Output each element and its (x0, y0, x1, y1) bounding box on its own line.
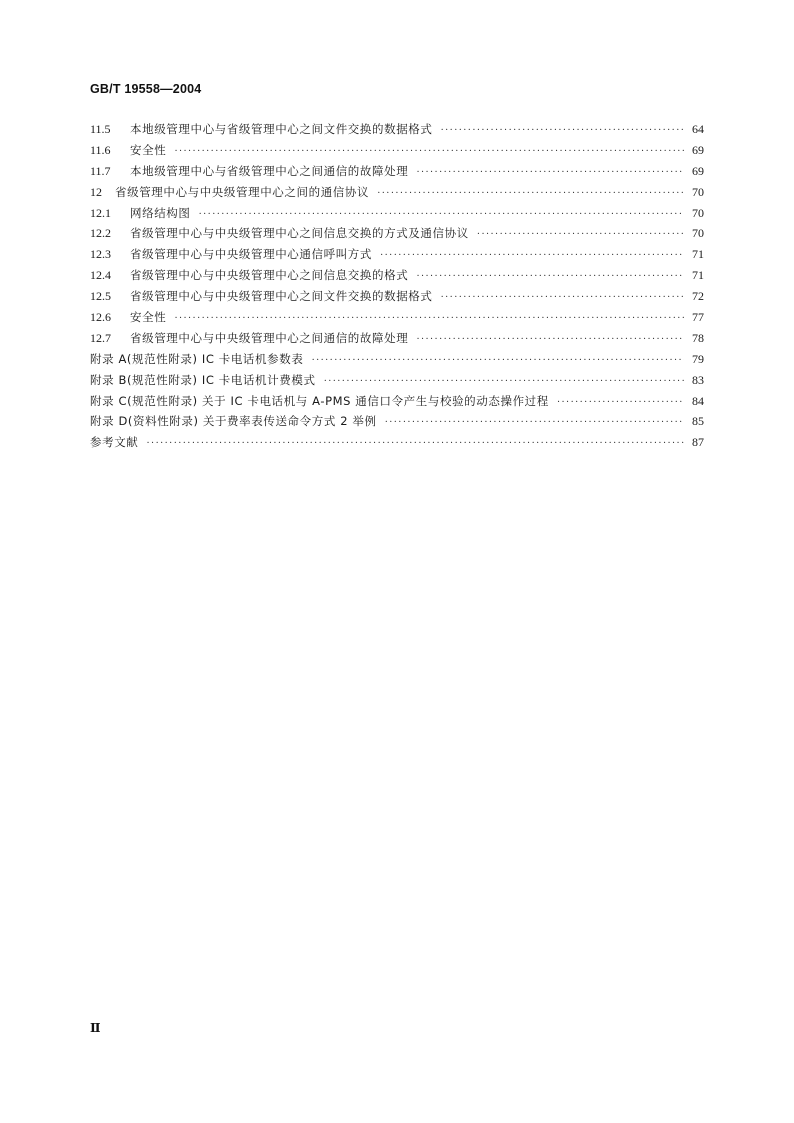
toc-entry-page: 87 (692, 435, 704, 450)
toc-entry-page: 69 (692, 163, 704, 178)
toc-entry-page: 69 (692, 142, 704, 157)
toc-entry-12-5[interactable] (90, 286, 704, 307)
toc-entry-title: 本地级管理中心与省级管理中心之间文件交换的数据格式 (130, 122, 433, 136)
table-of-contents (90, 119, 704, 453)
toc-entry-12-2[interactable] (90, 223, 704, 244)
toc-entry-12-6[interactable] (90, 307, 704, 328)
toc-entry-number: 11.7 (90, 163, 111, 178)
toc-entry-number: 12.6 (90, 310, 111, 325)
toc-entry-title: 安全性 (130, 310, 167, 325)
toc-entry-title: 省级管理中心与中央级管理中心通信呼叫方式 (130, 247, 372, 262)
toc-entry-12[interactable] (90, 182, 704, 203)
toc-entry-page: 83 (692, 372, 704, 387)
standard-code-header: GB/T 19558—2004 (90, 82, 202, 96)
toc-entry-11-6[interactable] (90, 140, 704, 161)
leader-dots (377, 184, 684, 205)
toc-entry-number: 11.5 (90, 122, 111, 136)
toc-entry-title: 附录 D(资料性附录) 关于费率表传送命令方式 2 举例 (90, 414, 377, 429)
page-number-footer: Ⅱ (90, 1021, 101, 1035)
toc-entry-page: 79 (692, 351, 704, 366)
leader-dots (441, 121, 685, 142)
leader-dots (311, 351, 684, 372)
toc-entry-page: 85 (692, 414, 704, 429)
toc-entry-appendix-d[interactable] (90, 411, 704, 432)
leader-dots (477, 225, 684, 246)
toc-entry-number: 12.5 (90, 289, 111, 304)
toc-entry-number: 12.2 (90, 226, 111, 241)
leader-dots (174, 309, 684, 330)
toc-entry-page: 64 (692, 122, 704, 136)
toc-entry-12-1[interactable] (90, 203, 704, 224)
leader-dots (380, 246, 684, 267)
leader-dots (146, 434, 684, 455)
toc-entry-12-3[interactable] (90, 244, 704, 265)
toc-entry-number: 12.3 (90, 247, 111, 262)
leader-dots (416, 163, 684, 184)
toc-entry-12-7[interactable] (90, 328, 704, 349)
toc-entry-title: 附录 B(规范性附录) IC 卡电话机计费模式 (90, 372, 316, 387)
leader-dots (557, 393, 684, 414)
toc-entry-title: 附录 A(规范性附录) IC 卡电话机参数表 (90, 351, 304, 366)
toc-entry-number: 12.4 (90, 268, 111, 283)
toc-entry-page: 77 (692, 310, 704, 325)
leader-dots (199, 205, 685, 226)
toc-entry-number: 12.1 (90, 205, 111, 220)
toc-entry-title: 本地级管理中心与省级管理中心之间通信的故障处理 (130, 163, 409, 178)
toc-entry-title: 安全性 (130, 142, 167, 157)
toc-entry-page: 78 (692, 330, 704, 345)
toc-entry-page: 72 (692, 289, 704, 304)
toc-entry-appendix-b[interactable] (90, 370, 704, 391)
toc-entry-page: 70 (692, 226, 704, 241)
toc-entry-title: 参考文献 (90, 435, 139, 450)
toc-entry-title: 省级管理中心与中央级管理中心之间的通信协议 (115, 184, 370, 199)
leader-dots (174, 142, 684, 163)
toc-entry-title: 网络结构图 (130, 205, 191, 220)
toc-entry-page: 71 (692, 247, 704, 262)
leader-dots (416, 267, 684, 288)
toc-entry-11-7[interactable] (90, 161, 704, 182)
toc-entry-12-4[interactable] (90, 265, 704, 286)
toc-entry-title: 省级管理中心与中央级管理中心之间信息交换的方式及通信协议 (130, 226, 469, 241)
toc-entry-number: 12.7 (90, 330, 111, 345)
toc-entry-title: 省级管理中心与中央级管理中心之间文件交换的数据格式 (130, 289, 433, 304)
toc-entry-page: 71 (692, 268, 704, 283)
leader-dots (385, 413, 684, 434)
leader-dots (416, 330, 684, 351)
toc-entry-page: 70 (692, 184, 704, 199)
toc-entry-title: 省级管理中心与中央级管理中心之间信息交换的格式 (130, 268, 409, 283)
toc-entry-11-5[interactable] (90, 119, 704, 140)
toc-entry-page: 84 (692, 393, 704, 408)
toc-entry-page: 70 (692, 205, 704, 220)
toc-entry-title: 省级管理中心与中央级管理中心之间通信的故障处理 (130, 330, 409, 345)
toc-entry-appendix-a[interactable] (90, 349, 704, 370)
toc-entry-appendix-c[interactable] (90, 391, 704, 412)
toc-entry-title: 附录 C(规范性附录) 关于 IC 卡电话机与 A-PMS 通信口令产生与校验的动态操作过程 (90, 393, 549, 408)
leader-dots (324, 372, 684, 393)
leader-dots (441, 288, 685, 309)
toc-entry-number: 12 (90, 184, 102, 199)
toc-entry-number: 11.6 (90, 142, 111, 157)
toc-entry-references[interactable] (90, 432, 704, 453)
